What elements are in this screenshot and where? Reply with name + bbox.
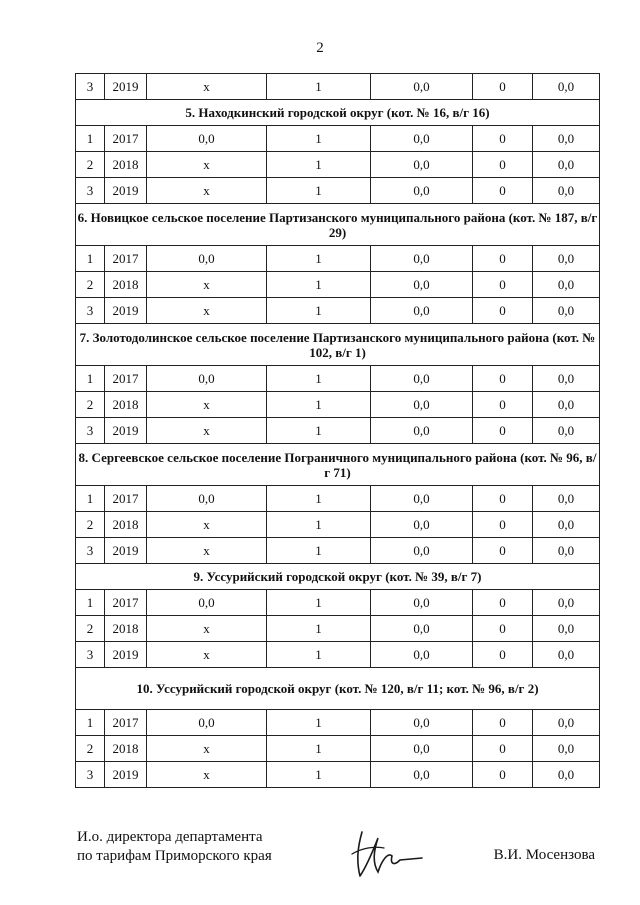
value-3-cell: 0,0 xyxy=(371,642,473,668)
year-cell: 2018 xyxy=(105,736,147,762)
position-line-1: И.о. директора департамента xyxy=(77,829,263,845)
year-cell: 2017 xyxy=(105,366,147,392)
value-4-cell: 0 xyxy=(473,178,533,204)
value-1-cell: x xyxy=(147,538,267,564)
value-3-cell: 0,0 xyxy=(371,486,473,512)
value-5-cell: 0,0 xyxy=(533,178,600,204)
row-number-cell: 2 xyxy=(76,616,105,642)
section-header-row xyxy=(76,100,600,126)
value-4-cell: 0 xyxy=(473,392,533,418)
value-2-cell: 1 xyxy=(267,178,371,204)
table-row xyxy=(76,392,600,418)
table-row xyxy=(76,366,600,392)
value-3-cell: 0,0 xyxy=(371,366,473,392)
value-3-cell: 0,0 xyxy=(371,298,473,324)
table-row xyxy=(76,178,600,204)
row-number-cell: 3 xyxy=(76,762,105,788)
tariff-table xyxy=(75,73,600,788)
value-3-cell: 0,0 xyxy=(371,74,473,100)
value-2-cell: 1 xyxy=(267,298,371,324)
value-3-cell: 0,0 xyxy=(371,616,473,642)
value-2-cell: 1 xyxy=(267,272,371,298)
value-5-cell: 0,0 xyxy=(533,74,600,100)
table-row xyxy=(76,642,600,668)
value-3-cell: 0,0 xyxy=(371,590,473,616)
value-3-cell: 0,0 xyxy=(371,710,473,736)
value-3-cell: 0,0 xyxy=(371,152,473,178)
row-number-cell: 2 xyxy=(76,152,105,178)
table-body xyxy=(76,74,600,788)
value-4-cell: 0 xyxy=(473,736,533,762)
value-2-cell: 1 xyxy=(267,590,371,616)
value-1-cell: x xyxy=(147,616,267,642)
year-cell: 2017 xyxy=(105,710,147,736)
table-row xyxy=(76,710,600,736)
table-row xyxy=(76,246,600,272)
value-3-cell: 0,0 xyxy=(371,178,473,204)
value-2-cell: 1 xyxy=(267,392,371,418)
row-number-cell: 3 xyxy=(76,538,105,564)
value-1-cell: x xyxy=(147,642,267,668)
year-cell: 2018 xyxy=(105,272,147,298)
value-2-cell: 1 xyxy=(267,152,371,178)
table-row xyxy=(76,74,600,100)
value-4-cell: 0 xyxy=(473,126,533,152)
value-1-cell: x xyxy=(147,418,267,444)
page-number: 2 xyxy=(316,40,324,56)
value-3-cell: 0,0 xyxy=(371,246,473,272)
value-5-cell: 0,0 xyxy=(533,590,600,616)
table-row xyxy=(76,616,600,642)
value-1-cell: x xyxy=(147,178,267,204)
year-cell: 2019 xyxy=(105,178,147,204)
year-cell: 2017 xyxy=(105,126,147,152)
value-4-cell: 0 xyxy=(473,74,533,100)
year-cell: 2019 xyxy=(105,538,147,564)
row-number-cell: 1 xyxy=(76,486,105,512)
row-number-cell: 3 xyxy=(76,418,105,444)
table-row xyxy=(76,272,600,298)
value-5-cell: 0,0 xyxy=(533,616,600,642)
value-5-cell: 0,0 xyxy=(533,710,600,736)
value-1-cell: x xyxy=(147,762,267,788)
value-1-cell: x xyxy=(147,736,267,762)
value-3-cell: 0,0 xyxy=(371,272,473,298)
value-2-cell: 1 xyxy=(267,616,371,642)
value-3-cell: 0,0 xyxy=(371,392,473,418)
row-number-cell: 2 xyxy=(76,512,105,538)
row-number-cell: 1 xyxy=(76,246,105,272)
section-header-row xyxy=(76,668,600,710)
value-4-cell: 0 xyxy=(473,590,533,616)
value-1-cell: 0,0 xyxy=(147,486,267,512)
value-5-cell: 0,0 xyxy=(533,642,600,668)
row-number-cell: 2 xyxy=(76,272,105,298)
value-1-cell: 0,0 xyxy=(147,246,267,272)
value-2-cell: 1 xyxy=(267,246,371,272)
table-row xyxy=(76,512,600,538)
year-cell: 2019 xyxy=(105,642,147,668)
year-cell: 2018 xyxy=(105,152,147,178)
value-1-cell: x xyxy=(147,298,267,324)
table-row xyxy=(76,298,600,324)
value-2-cell: 1 xyxy=(267,736,371,762)
value-3-cell: 0,0 xyxy=(371,512,473,538)
section-title: 9. Уссурийский городской округ (кот. № 39, в/г 7) xyxy=(76,564,600,590)
value-2-cell: 1 xyxy=(267,538,371,564)
section-header-row xyxy=(76,324,600,366)
value-3-cell: 0,0 xyxy=(371,538,473,564)
section-title: 8. Сергеевское сельское поселение Пограничного муниципального района (кот. № 96, в/г 71) xyxy=(76,444,600,486)
value-5-cell: 0,0 xyxy=(533,152,600,178)
value-2-cell: 1 xyxy=(267,126,371,152)
value-4-cell: 0 xyxy=(473,642,533,668)
row-number-cell: 1 xyxy=(76,366,105,392)
year-cell: 2017 xyxy=(105,246,147,272)
value-1-cell: 0,0 xyxy=(147,366,267,392)
table-row xyxy=(76,762,600,788)
section-title: 6. Новицкое сельское поселение Партизанского муниципального района (кот. № 187, в/г 29) xyxy=(76,204,600,246)
row-number-cell: 1 xyxy=(76,710,105,736)
section-header-row xyxy=(76,564,600,590)
year-cell: 2018 xyxy=(105,512,147,538)
section-header-row xyxy=(76,444,600,486)
value-2-cell: 1 xyxy=(267,74,371,100)
value-4-cell: 0 xyxy=(473,272,533,298)
value-4-cell: 0 xyxy=(473,152,533,178)
table-row xyxy=(76,486,600,512)
value-5-cell: 0,0 xyxy=(533,298,600,324)
row-number-cell: 1 xyxy=(76,590,105,616)
value-5-cell: 0,0 xyxy=(533,538,600,564)
section-title: 5. Находкинский городской округ (кот. № 16, в/г 16) xyxy=(76,100,600,126)
value-5-cell: 0,0 xyxy=(533,762,600,788)
value-2-cell: 1 xyxy=(267,418,371,444)
value-3-cell: 0,0 xyxy=(371,736,473,762)
value-5-cell: 0,0 xyxy=(533,366,600,392)
value-1-cell: 0,0 xyxy=(147,590,267,616)
year-cell: 2017 xyxy=(105,486,147,512)
value-4-cell: 0 xyxy=(473,486,533,512)
value-4-cell: 0 xyxy=(473,762,533,788)
value-4-cell: 0 xyxy=(473,616,533,642)
value-1-cell: x xyxy=(147,512,267,538)
value-1-cell: x xyxy=(147,152,267,178)
value-4-cell: 0 xyxy=(473,366,533,392)
value-3-cell: 0,0 xyxy=(371,126,473,152)
value-4-cell: 0 xyxy=(473,512,533,538)
row-number-cell: 2 xyxy=(76,736,105,762)
section-header-row xyxy=(76,204,600,246)
value-5-cell: 0,0 xyxy=(533,126,600,152)
table-row xyxy=(76,590,600,616)
value-4-cell: 0 xyxy=(473,538,533,564)
value-5-cell: 0,0 xyxy=(533,418,600,444)
row-number-cell: 1 xyxy=(76,126,105,152)
value-2-cell: 1 xyxy=(267,512,371,538)
row-number-cell: 2 xyxy=(76,392,105,418)
value-2-cell: 1 xyxy=(267,762,371,788)
value-2-cell: 1 xyxy=(267,486,371,512)
value-1-cell: x xyxy=(147,74,267,100)
table-row xyxy=(76,418,600,444)
year-cell: 2018 xyxy=(105,616,147,642)
value-3-cell: 0,0 xyxy=(371,418,473,444)
value-5-cell: 0,0 xyxy=(533,246,600,272)
table-row xyxy=(76,736,600,762)
value-5-cell: 0,0 xyxy=(533,392,600,418)
row-number-cell: 3 xyxy=(76,642,105,668)
value-5-cell: 0,0 xyxy=(533,736,600,762)
value-4-cell: 0 xyxy=(473,246,533,272)
value-2-cell: 1 xyxy=(267,366,371,392)
value-2-cell: 1 xyxy=(267,710,371,736)
year-cell: 2018 xyxy=(105,392,147,418)
year-cell: 2019 xyxy=(105,74,147,100)
value-5-cell: 0,0 xyxy=(533,272,600,298)
signatory-position xyxy=(77,828,272,866)
value-4-cell: 0 xyxy=(473,418,533,444)
position-line-2: по тарифам Приморского края xyxy=(77,848,272,864)
value-1-cell: x xyxy=(147,392,267,418)
value-4-cell: 0 xyxy=(473,298,533,324)
row-number-cell: 3 xyxy=(76,74,105,100)
value-3-cell: 0,0 xyxy=(371,762,473,788)
row-number-cell: 3 xyxy=(76,178,105,204)
signatory-name: В.И. Мосензова xyxy=(493,847,595,863)
table-row xyxy=(76,152,600,178)
value-1-cell: 0,0 xyxy=(147,710,267,736)
year-cell: 2019 xyxy=(105,762,147,788)
year-cell: 2019 xyxy=(105,418,147,444)
value-1-cell: x xyxy=(147,272,267,298)
row-number-cell: 3 xyxy=(76,298,105,324)
table-row xyxy=(76,538,600,564)
year-cell: 2017 xyxy=(105,590,147,616)
value-2-cell: 1 xyxy=(267,642,371,668)
year-cell: 2019 xyxy=(105,298,147,324)
value-5-cell: 0,0 xyxy=(533,512,600,538)
value-1-cell: 0,0 xyxy=(147,126,267,152)
value-5-cell: 0,0 xyxy=(533,486,600,512)
section-title: 10. Уссурийский городской округ (кот. № 120, в/г 11; кот. № 96, в/г 2) xyxy=(76,668,600,710)
section-title: 7. Золотодолинское сельское поселение Партизанского муниципального района (кот. № 102, в/г 1) xyxy=(76,324,600,366)
value-4-cell: 0 xyxy=(473,710,533,736)
table-row xyxy=(76,126,600,152)
signature-image xyxy=(348,826,426,886)
